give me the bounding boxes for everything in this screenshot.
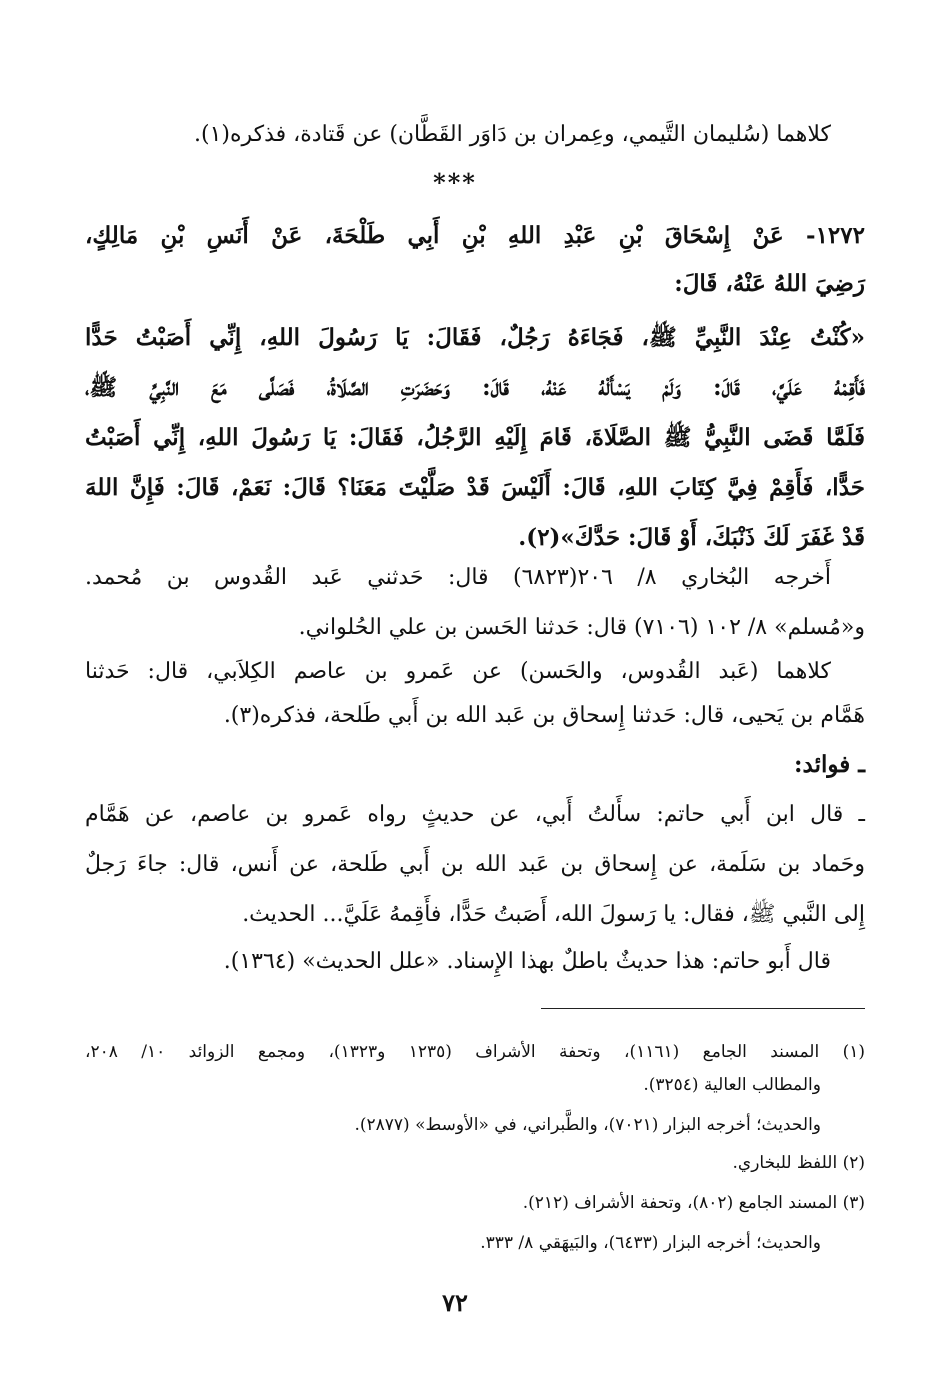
hadith-text-line: «كُنْتُ عِنْدَ النَّبِيِّ ﷺ، فَجَاءَهُ رَجُلٌ، فَقَالَ: يَا رَسُولَ اللهِ، إِنِّي أَصَبْتُ حَدًّا [85,324,865,351]
fawaid-line: إِلى النَّبي ﷺ، فقال: يا رَسولَ الله، أَصَبتُ حَدًّا، فأَقِمهُ عَلَيَّ... الحديث. [242,902,865,927]
takhrij-line: و«مُسلم» ٨/ ١٠٢ (٧١٠٦) قال: حَدثنا الحَسن بن علي الحُلواني. [298,615,865,640]
section-separator: *** [433,168,477,197]
hadith-heading-line: رَضِيَ اللهُ عَنْهُ، قَالَ: [674,270,865,297]
footnote-divider [541,1008,865,1009]
hadith-heading-line: ١٢٧٢- عَنْ إِسْحَاقَ بْنِ عَبْدِ اللهِ بْنِ أَبِي طَلْحَةَ، عَنْ أَنَسِ بْنِ مَالِكٍ، [85,222,865,249]
hadith-text-line: فَأَقِمْهُ عَلَيَّ، قَالَ: وَلَمْ يَسْأَلْهُ عَنْهُ، قَالَ: وَحَضَرَتِ الصَّلَاةُ، فَصَلَّى مَعَ النَّبِيِّ ﷺ، [85,374,865,401]
abu-hatim-line: قال أَبو حاتم: هذا حديثٌ باطلٌ بهذا الإِسناد. «علل الحديث» (١٣٦٤). [223,949,831,974]
page-number: ٧٢ [442,1288,468,1317]
hadith-text-line: قَدْ غَفَرَ لَكَ ذَنْبَكَ، أَوْ قَالَ: حَدَّكَ»(٢). [518,524,865,551]
footnote-line: (٣) المسند الجامع (٨٠٢)، وتحفة الأشراف (٢١٢). [522,1193,865,1213]
fawaid-heading: ـ فوائد: [794,751,865,778]
footnote-line: (٢) اللفظ للبخاري. [732,1153,865,1173]
footnote-line: (١) المسند الجامع (١١٦١)، وتحفة الأشراف (١٢٣٥ و١٣٢٣)، ومجمع الزوائد ١٠/ ٢٠٨، [85,1042,865,1062]
footnote-line: والمطالب العالية (٣٢٥٤). [643,1075,821,1095]
hadith-text-line: فَلَمَّا قَضَى النَّبِيُّ ﷺ الصَّلَاةَ، قَامَ إِلَيْهِ الرَّجُلُ، فَقَالَ: يَا رَسُولَ اللهِ، إِنِّي أَصَبْتُ [85,424,865,451]
takhrij-line: أَخرجه البُخاري ٨/ ٢٠٦(٦٨٢٣) قال: حَدثني عَبد القُدوس بن مُحمد. [85,565,831,590]
fawaid-line: ـ قال ابن أَبي حاتم: سأَلتُ أَبي، عن حديثٍ رواه عَمرو بن عاصم، عن هَمَّام [85,802,865,827]
footnote-line: والحديث؛ أخرجه البزار (٦٤٣٣)، والبَيهَقي ٨/ ٣٣٣. [480,1233,821,1253]
footnote-line: والحديث؛ أخرجه البزار (٧٠٢١)، والطَّبراني، في «الأوسط» (٢٨٧٧). [354,1115,821,1135]
hadith-text-line: حَدًّا، فَأَقِمْ فِيَّ كِتَابَ اللهِ، قَالَ: أَلَيْسَ قَدْ صَلَّيْتَ مَعَنَا؟ قَالَ: نَعَمْ، قَالَ: فَإِنَّ اللهَ [85,474,865,501]
kilahuma-line: هَمَّام بن يَحيى، قال: حَدثنا إِسحاق بن عَبد الله بن أَبي طَلحة، فذكره(٣). [223,703,865,728]
intro-line: كلاهما (سُليمان التَّيمي، وعِمران بن دَاوَر القَطَّان) عن قَتادة، فذكره(١). [193,122,831,147]
fawaid-line: وحَماد بن سَلَمة، عن إِسحاق بن عَبد الله بن أَبي طَلحة، عن أَنس، قال: جاءَ رَجلٌ [85,852,866,877]
kilahuma-line: كلاهما (عَبد القُدوس، والحَسن) عن عَمرو بن عاصم الكِلاَبي، قال: حَدثنا [85,659,831,684]
